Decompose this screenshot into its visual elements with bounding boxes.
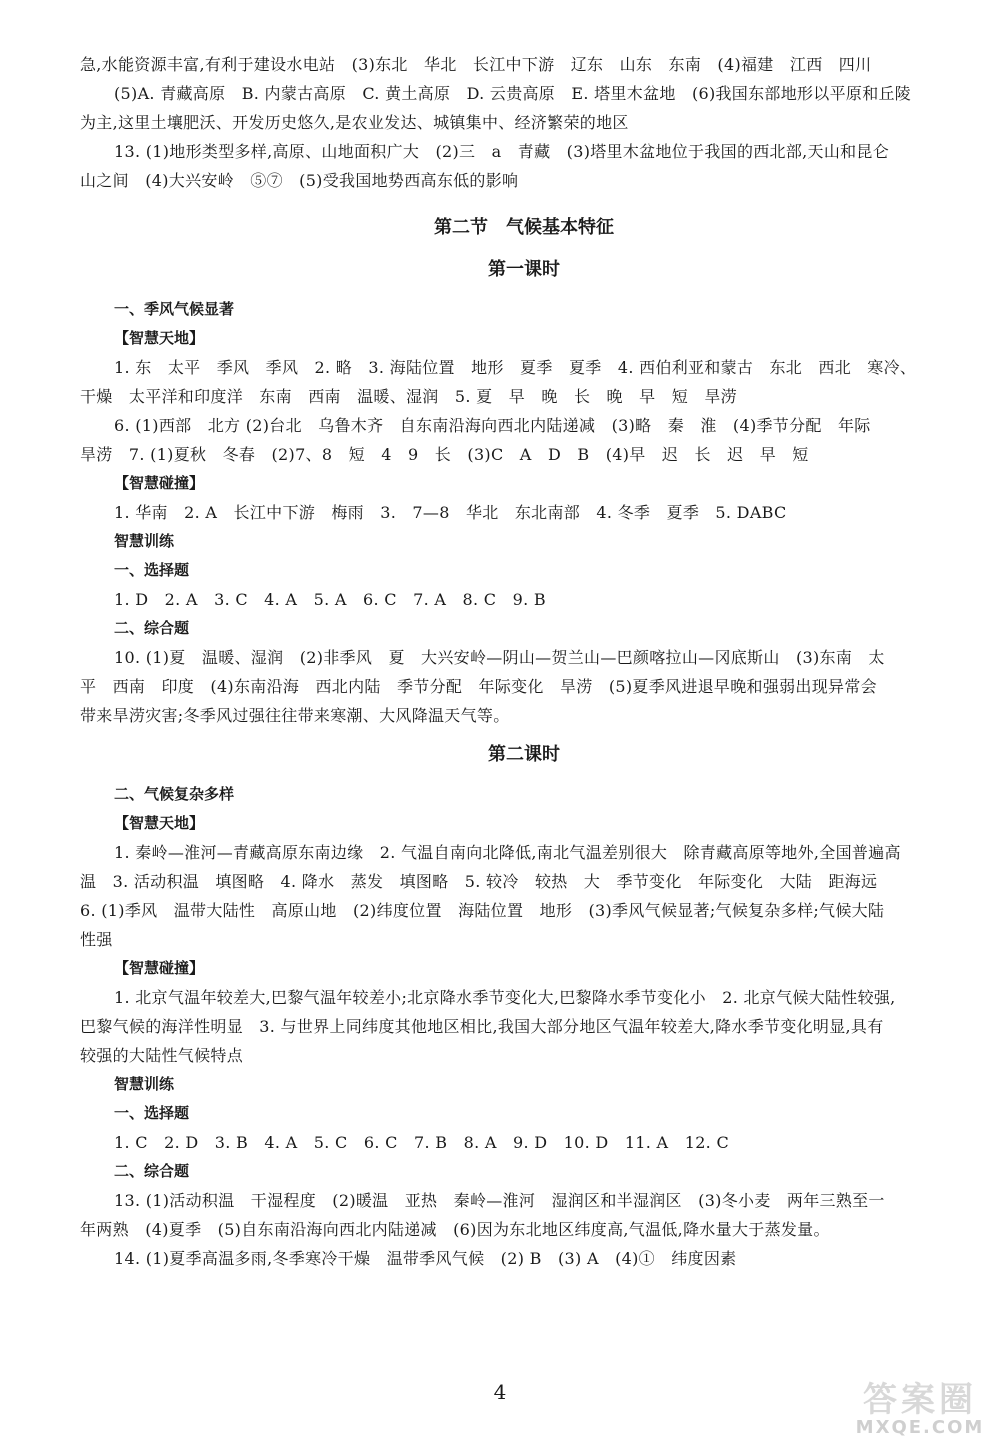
- lesson-1-tiandi-line: 1. 东 太平 季风 季风 2. 略 3. 海陆位置 地形 夏季 夏季 4. 西伯利亚和蒙古 东北 西北 寒冷、: [114, 358, 917, 377]
- lesson-1-title: 第一课时: [488, 259, 560, 280]
- watermark-bottom-text: MXQE.COM: [855, 1417, 985, 1438]
- lesson-1-choice-label: 一、选择题: [114, 561, 190, 579]
- intro-block: [80, 50, 968, 195]
- lesson-2-tiandi-line: 性强: [80, 930, 113, 949]
- lesson-2-pengzhuang-line: 较强的大陆性气候特点: [80, 1046, 244, 1065]
- answer-page: [80, 50, 968, 1273]
- lesson-1-tiandi-line: 6. (1)西部 北方 (2)台北 乌鲁木齐 自东南沿海向西北内陆递减 (3)略 秦 淮 (4)季节分配 年际: [114, 416, 871, 435]
- lesson-1-pengzhuang-line: 1. 华南 2. A 长江中下游 梅雨 3. 7—8 华北 东北南部 4. 冬季 夏季 5. DABC: [114, 503, 787, 522]
- lesson-2-tiandi-line: 1. 秦岭—淮河—青藏高原东南边缘 2. 气温自南向北降低,南北气温差别很大 除青藏高原等地外,全国普遍高: [114, 843, 901, 862]
- lesson-2-comprehensive-label: 二、综合题: [114, 1162, 190, 1180]
- lesson-2-comprehensive-line: 14. (1)夏季高温多雨,冬季寒冷干燥 温带季风气候 (2) B (3) A (4)① 纬度因素: [114, 1249, 737, 1268]
- lesson-1-tiandi-line: 干燥 太平洋和印度洋 东南 西南 温暖、湿润 5. 夏 早 晚 长 晚 早 短 旱涝: [80, 387, 737, 406]
- lesson-1-tiandi-label: 【智慧天地】: [114, 329, 205, 347]
- section-title: 第二节 气候基本特征: [434, 217, 614, 238]
- lesson-1-comprehensive-line: 带来旱涝灾害;冬季风过强往往带来寒潮、大风降温天气等。: [80, 706, 510, 725]
- lesson-1-part-title: 一、季风气候显著: [114, 300, 235, 318]
- lesson-2-comprehensive-line: 年两熟 (4)夏季 (5)自东南沿海向西北内陆递减 (6)因为东北地区纬度高,气温低,降水量大于蒸发量。: [80, 1220, 830, 1239]
- lesson-2-pengzhuang-line: 1. 北京气温年较差大,巴黎气温年较差小;北京降水季节变化大,巴黎降水季节变化小 2. 北京气候大陆性较强,: [114, 988, 896, 1007]
- watermark-logo: [850, 1380, 990, 1443]
- lesson-2-tiandi-label: 【智慧天地】: [114, 814, 205, 832]
- lesson-2-comprehensive-line: 13. (1)活动积温 干湿程度 (2)暖温 亚热 秦岭—淮河 湿润区和半湿润区 (3)冬小麦 两年三熟至一: [114, 1191, 885, 1210]
- intro-line: 急,水能资源丰富,有利于建设水电站 (3)东北 华北 长江中下游 辽东 山东 东南 (4)福建 江西 四川: [80, 55, 872, 74]
- watermark-top-text: 答案圈: [863, 1380, 977, 1420]
- lesson-1-pengzhuang-label: 【智慧碰撞】: [114, 474, 205, 492]
- lesson-2-choice-label: 一、选择题: [114, 1104, 190, 1122]
- lesson-2-training-label: 智慧训练: [114, 1075, 175, 1093]
- intro-line: 为主,这里土壤肥沃、开发历史悠久,是农业发达、城镇集中、经济繁荣的地区: [80, 113, 629, 132]
- lesson-2-part-title: 二、气候复杂多样: [114, 785, 235, 803]
- q13-line: 山之间 (4)大兴安岭 ⑤⑦ (5)受我国地势西高东低的影响: [80, 171, 519, 190]
- lesson-1-comprehensive-line: 10. (1)夏 温暖、湿润 (2)非季风 夏 大兴安岭—阴山—贺兰山—巴颜喀拉山—冈底斯山 (3)东南 太: [114, 648, 885, 667]
- lesson-1-comprehensive-line: 平 西南 印度 (4)东南沿海 西北内陆 季节分配 年际变化 旱涝 (5)夏季风进退早晚和强弱出现异常会: [80, 677, 877, 696]
- lesson-2-choice-answers: 1. C 2. D 3. B 4. A 5. C 6. C 7. B 8. A 9. D 10. D 11. A 12. C: [114, 1133, 729, 1152]
- lesson-2-pengzhuang-label: 【智慧碰撞】: [114, 959, 205, 977]
- lesson-1-tiandi-line: 旱涝 7. (1)夏秋 冬春 (2)7、8 短 4 9 长 (3)C A D B (4)早 迟 长 迟 早 短: [80, 445, 809, 464]
- lesson-1-choice-answers: 1. D 2. A 3. C 4. A 5. A 6. C 7. A 8. C 9. B: [114, 590, 546, 609]
- lesson-2-pengzhuang-line: 巴黎气候的海洋性明显 3. 与世界上同纬度其他地区相比,我国大部分地区气温年较差大,降水季节变化明显,具有: [80, 1017, 884, 1036]
- lesson-1-comprehensive-label: 二、综合题: [114, 619, 190, 637]
- lesson-2-tiandi-line: 温 3. 活动积温 填图略 4. 降水 蒸发 填图略 5. 较冷 较热 大 季节变化 年际变化 大陆 距海远: [80, 872, 878, 891]
- intro-line: (5)A. 青藏高原 B. 内蒙古高原 C. 黄土高原 D. 云贵高原 E. 塔里木盆地 (6)我国东部地形以平原和丘陵: [114, 84, 912, 103]
- lesson-2-tiandi-line: 6. (1)季风 温带大陆性 高原山地 (2)纬度位置 海陆位置 地形 (3)季风气候显著;气候复杂多样;气候大陆: [80, 901, 885, 920]
- lesson-2-title: 第二课时: [488, 744, 560, 765]
- lesson-1-training-label: 智慧训练: [114, 532, 175, 550]
- page-number: 4: [493, 1380, 507, 1404]
- q13-line: 13. (1)地形类型多样,高原、山地面积广大 (2)三 a 青藏 (3)塔里木盆地位于我国的西北部,天山和昆仑: [114, 142, 890, 161]
